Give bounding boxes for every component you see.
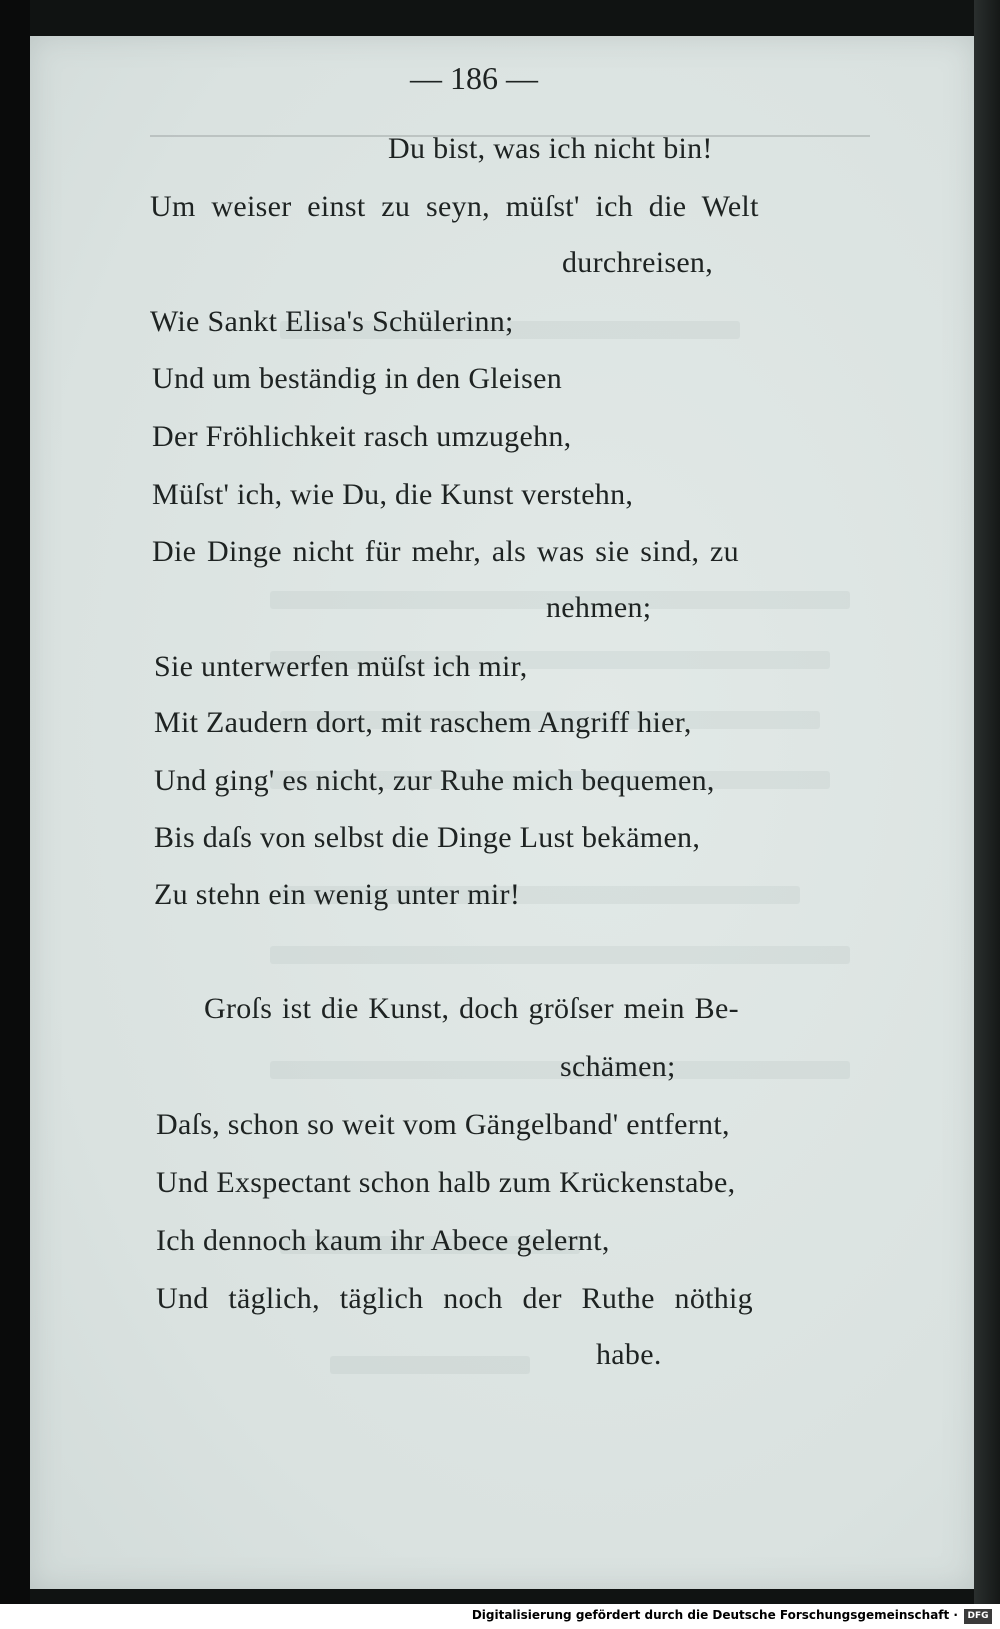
- verse-line-continuation: habe.: [596, 1338, 662, 1371]
- verse-line: Die Dinge nicht für mehr, als was sie sind, zu: [152, 535, 739, 568]
- book-page: [30, 36, 974, 1589]
- verse-line: Und ging' es nicht, zur Ruhe mich bequemen,: [154, 764, 715, 797]
- book-edge-left: [0, 0, 30, 1629]
- digitization-footer: [0, 1604, 1000, 1629]
- verse-line: Und Exspectant schon halb zum Krückenstabe,: [156, 1166, 736, 1199]
- dfg-logo: DFG: [964, 1609, 992, 1624]
- verse-line: Um weiser einst zu seyn, müſst' ich die Welt: [150, 190, 759, 223]
- verse-line-continuation: nehmen;: [546, 591, 652, 624]
- verse-line: Wie Sankt Elisa's Schülerinn;: [150, 305, 514, 338]
- verse-line: Daſs, schon so weit vom Gängelband' entfernt,: [156, 1108, 730, 1141]
- verse-line: Müſst' ich, wie Du, die Kunst verstehn,: [152, 478, 634, 511]
- verse-line: Mit Zaudern dort, mit raschem Angriff hier,: [154, 706, 692, 739]
- verse-line: Der Fröhlichkeit rasch umzugehn,: [152, 420, 572, 453]
- verse-line: Bis daſs von selbst die Dinge Lust bekämen,: [154, 821, 701, 854]
- verse-line: Ich dennoch kaum ihr Abece gelernt,: [156, 1224, 610, 1257]
- verse-line-continuation: schämen;: [560, 1050, 676, 1083]
- verse-line: Groſs ist die Kunst, doch gröſser mein Be-: [204, 992, 739, 1025]
- verse-line: Sie unterwerfen müſst ich mir,: [154, 650, 528, 683]
- verse-line: Und um beständig in den Gleisen: [152, 362, 563, 395]
- verse-line: Du bist, was ich nicht bin!: [388, 132, 713, 165]
- page-number: — 186 —: [410, 60, 538, 96]
- funding-note: Digitalisierung gefördert durch die Deutsche Forschungsgemeinschaft ·: [471, 1608, 958, 1622]
- verse-line: Zu stehn ein wenig unter mir!: [154, 878, 521, 911]
- book-edge-right: [974, 0, 1000, 1629]
- verse-line: Und täglich, täglich noch der Ruthe nöthig: [156, 1282, 753, 1315]
- verse-line-continuation: durchreisen,: [562, 246, 714, 279]
